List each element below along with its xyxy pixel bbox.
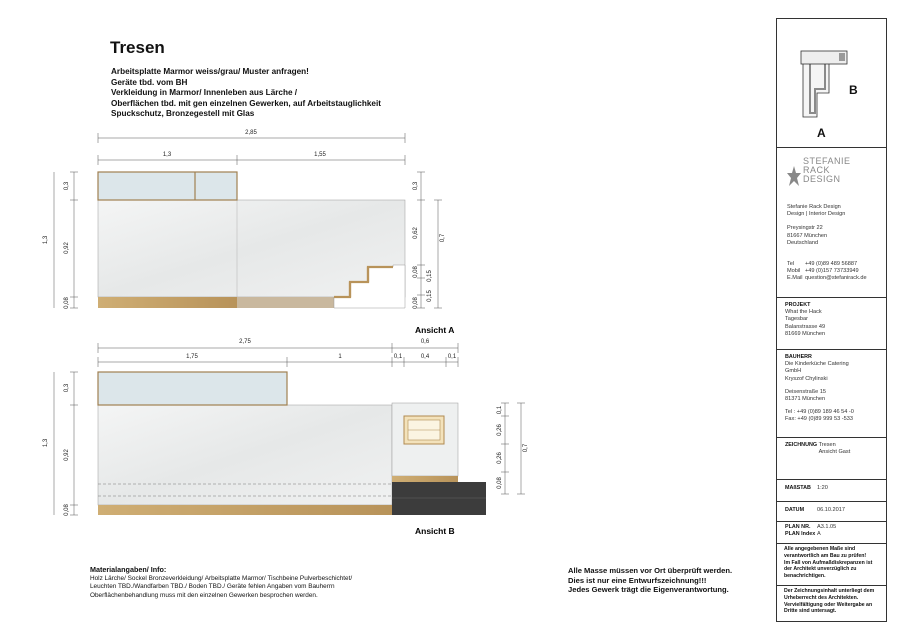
planindex-value: A bbox=[817, 531, 821, 538]
bauherr-line: 81371 München bbox=[785, 396, 826, 403]
warning-line: Jedes Gewerk trägt die Eigenverantwortung. bbox=[568, 585, 729, 595]
office-contact bbox=[787, 261, 867, 283]
warning-line: Alle Masse müssen vor Ort überprüft werden. bbox=[568, 566, 733, 575]
datum-value: 06.10.2017 bbox=[817, 507, 845, 513]
disclaimer-measures bbox=[784, 546, 872, 580]
dim-a-r-a: 0,08 bbox=[413, 266, 419, 278]
key-plan-a: A bbox=[817, 126, 826, 140]
note-line: Spuckschutz, Bronzegestell mit Glas bbox=[111, 109, 255, 118]
contact-key: E.Mail bbox=[787, 275, 803, 282]
dim-a-left: 1,3 bbox=[162, 152, 172, 158]
disclaimer-line: verantwortlich am Bau zu prüfen! bbox=[784, 552, 867, 559]
note-line: Verkleidung in Marmor/ Innenleben aus Lärche / bbox=[111, 88, 298, 97]
logo-line: STEFANIE bbox=[803, 156, 851, 166]
dim-a-r-mid: 0,62 bbox=[413, 227, 419, 239]
bauherr-line: Tel : +49 (0)89 189 46 54 -0 bbox=[785, 409, 854, 416]
dim-b-mid: 1 bbox=[338, 354, 342, 360]
dim-b-r-c: 0,26 bbox=[497, 452, 503, 464]
plannr-value: A3.1.05 bbox=[817, 524, 837, 530]
view-b-counter bbox=[98, 372, 486, 515]
office-line bbox=[787, 218, 845, 225]
plannr-row bbox=[785, 524, 836, 538]
bauherr-label: BAUHERR bbox=[785, 354, 812, 360]
dim-a-total: 2,85 bbox=[245, 130, 257, 136]
office-line: Preysingstr 22 bbox=[787, 225, 823, 232]
dim-b-b: 0,4 bbox=[420, 354, 430, 360]
disclaimer-line: der Architekt unverzüglich zu bbox=[784, 566, 857, 573]
disclaimer-line: Alle angegebenen Maße sind bbox=[784, 546, 856, 552]
projekt-line: Balanstrasse 49 bbox=[785, 323, 826, 330]
dim-b-left: 1,75 bbox=[186, 354, 198, 360]
dim-b-r-b: 0,26 bbox=[497, 424, 503, 436]
plannr-label: PLAN NR. bbox=[785, 524, 811, 530]
office-line: Design | Interior Design bbox=[787, 211, 846, 218]
projekt-line: Tagesbar bbox=[785, 316, 809, 323]
title-block bbox=[776, 18, 887, 622]
dim-b-r-d: 0,08 bbox=[497, 477, 503, 489]
massstab-label: MAßSTAB bbox=[785, 485, 811, 491]
page-title: Tresen bbox=[110, 38, 165, 57]
materials bbox=[90, 566, 352, 600]
dim-a-r-upper: 0,3 bbox=[413, 181, 419, 191]
materials-heading: Materialangaben/ Info: bbox=[90, 565, 167, 574]
key-plan-b: B bbox=[849, 83, 858, 97]
zeichnung-line: Tresen bbox=[818, 442, 836, 448]
warning-line: Dies ist nur eine Entwurfszeichnung!!! bbox=[568, 575, 707, 585]
bauherr-line: Fax: +49 (0)89 999 53 -533 bbox=[785, 416, 853, 423]
bauherr-line: Deisenstraße 15 bbox=[785, 388, 827, 395]
view-b-label: Ansicht B bbox=[415, 526, 455, 536]
disclaimer-copyright bbox=[784, 588, 874, 615]
materials-line: Holz Lärche/ Sockel Bronzeverkleidung/ Arbeitsplatte Marmor/ Tischbeine Pulverbeschichtet/ bbox=[90, 574, 353, 582]
dim-b-height: 1,3 bbox=[43, 438, 49, 448]
dim-b-r-a: 0,1 bbox=[497, 405, 503, 415]
disclaimer-line: Urheberrecht des Architekten. bbox=[784, 594, 859, 601]
bauherr-line: Die Kinderküche Catering bbox=[785, 361, 849, 368]
office-line: Deutschland bbox=[787, 239, 819, 246]
note-line: Geräte tbd. vom BH bbox=[111, 77, 188, 87]
contact-value: +49 (0)89 489 56887 bbox=[805, 261, 858, 267]
contact-key: Tel bbox=[787, 261, 795, 267]
bauherr-section bbox=[785, 354, 854, 424]
base-bronze-b bbox=[98, 505, 392, 515]
disclaimer-line: benachrichtigen. bbox=[784, 573, 826, 580]
datum-label: DATUM bbox=[785, 507, 805, 513]
dim-b-a: 0,1 bbox=[393, 354, 403, 360]
dim-b-c: 0,1 bbox=[447, 354, 457, 360]
dim-b-l-base: 0,08 bbox=[64, 504, 70, 516]
dim-a-height: 1,3 bbox=[43, 235, 49, 245]
key-plan bbox=[777, 19, 886, 149]
disclaimer-line: Dritte sind untersagt. bbox=[784, 608, 837, 615]
bauherr-line: GmbH bbox=[785, 368, 802, 375]
base-step-a bbox=[237, 297, 334, 308]
dim-a-r-c: 0,15 bbox=[427, 290, 433, 302]
base-bronze-a bbox=[98, 297, 237, 308]
contact-key: Mobil bbox=[787, 268, 801, 275]
dim-b-total: 2,75 bbox=[239, 339, 251, 345]
office-line: Stefanie Rack Design bbox=[787, 204, 841, 210]
zeichnung-label: ZEICHNUNG bbox=[785, 442, 818, 448]
dim-b-side: 0,6 bbox=[420, 339, 430, 345]
massstab-value: 1:20 bbox=[817, 485, 828, 491]
dim-a-l-base: 0,08 bbox=[64, 297, 70, 309]
dim-a-right: 1,55 bbox=[314, 152, 326, 158]
contact-value: question@stefanirack.de bbox=[805, 275, 867, 282]
office-address bbox=[787, 204, 845, 247]
dim-a-l-mid: 0,92 bbox=[64, 242, 70, 254]
projekt-section bbox=[785, 302, 825, 338]
dim-b-r-total: 0,7 bbox=[523, 443, 529, 453]
view-a-counter bbox=[98, 172, 405, 308]
zeichnung-section bbox=[785, 442, 850, 456]
contact-value: +49 (0)157 73733949 bbox=[805, 268, 859, 275]
massstab-row bbox=[785, 485, 828, 492]
company-logo bbox=[787, 157, 877, 191]
materials-line: Oberflächenbehandlung muss mit den einzelnen Gewerken besprochen werden. bbox=[90, 591, 318, 599]
sneeze-guard-a bbox=[98, 172, 237, 200]
dim-a-r-base: 0,08 bbox=[413, 297, 419, 309]
view-a-label: Ansicht A bbox=[415, 325, 455, 335]
bauherr-line: Kryszof Chylinski bbox=[785, 375, 828, 382]
note-line: Oberflächen tbd. mit gen einzelnen Gewerken, auf Arbeitstauglichkeit bbox=[111, 98, 381, 108]
site-warning bbox=[568, 566, 732, 595]
materials-line: Leuchten TBD./Wandfarben TBD./ Boden TBD./ Geräte fehlen Angaben vom Bauherrn bbox=[90, 583, 335, 591]
dim-b-l-mid: 0,92 bbox=[64, 449, 70, 461]
dim-b-l-upper: 0,3 bbox=[64, 383, 70, 393]
star-icon bbox=[787, 165, 801, 187]
zeichnung-line: Ansicht Gast bbox=[818, 449, 851, 456]
sneeze-guard-b bbox=[98, 372, 287, 405]
dim-a-l-upper: 0,3 bbox=[64, 181, 70, 191]
projekt-line: What the Hack bbox=[785, 309, 822, 316]
disclaimer-line: Im Fall von Aufmaßdiskrepanzen ist bbox=[784, 559, 873, 566]
disclaimer-line: Vervielfältigung oder Weitergabe an bbox=[784, 601, 873, 608]
projekt-line: 81669 München bbox=[785, 330, 826, 337]
floor-platform bbox=[392, 482, 486, 515]
planindex-label: PLAN Index bbox=[785, 531, 816, 538]
datum-row bbox=[785, 507, 845, 514]
office-line: 81667 München bbox=[787, 232, 828, 239]
note-line: Arbeitsplatte Marmor weiss/grau/ Muster anfragen! bbox=[111, 67, 309, 76]
dim-a-r-total: 0,7 bbox=[440, 233, 446, 243]
logo-line: DESIGN bbox=[803, 174, 841, 184]
disclaimer-line: Der Zeichnungsinhalt unterliegt dem bbox=[784, 588, 875, 594]
dim-a-r-b: 0,15 bbox=[427, 270, 433, 282]
projekt-label: PROJEKT bbox=[785, 302, 811, 308]
logo-line: RACK bbox=[803, 165, 831, 175]
